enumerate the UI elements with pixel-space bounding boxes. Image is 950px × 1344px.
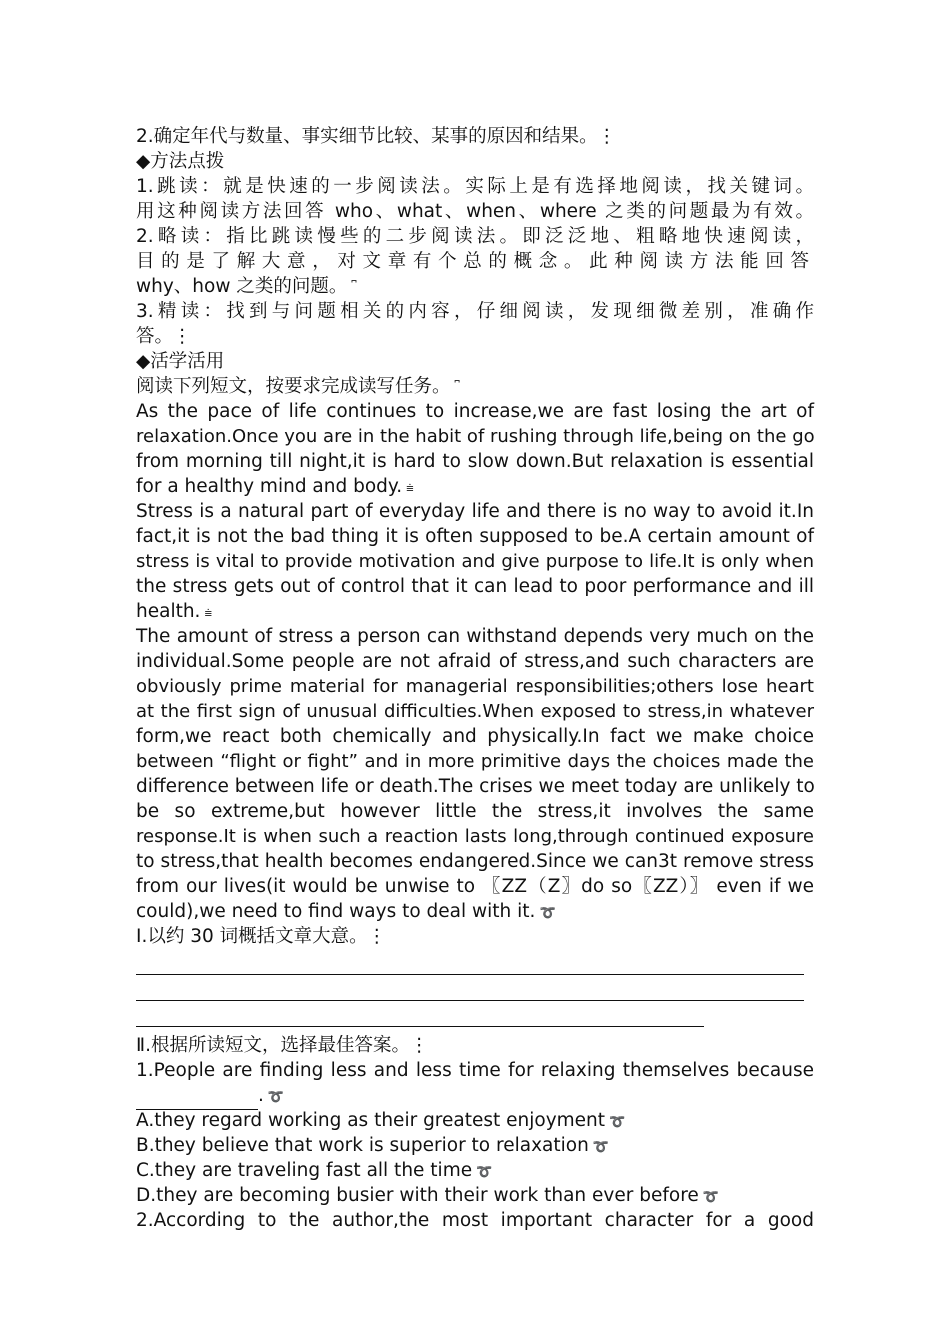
answer-option[interactable]: B.they believe that work is superior to relaxation ➰ bbox=[136, 1135, 609, 1156]
text-line: why、how 之类的问题。 ⎴ bbox=[136, 276, 357, 297]
passage-line: difference between life or death.The crises we meet today are unlikely to bbox=[136, 776, 815, 797]
text-line: 用这种阅读方法回答 who、what、when、where 之类的问题最为有效。 bbox=[136, 201, 814, 222]
curl-mark-icon: ➰ bbox=[267, 1090, 285, 1105]
question-stem: 2.According to the author,the most important character for a good bbox=[136, 1210, 814, 1231]
curl-mark-icon: ➰ bbox=[539, 906, 556, 921]
passage-line: response.It is when such a reaction lasts long,through continued exposure bbox=[136, 826, 814, 847]
passage-line: for a healthy mind and body. ⩧ bbox=[136, 476, 414, 497]
question-heading: Ⅰ.以约 30 词概括文章大意。⋮ bbox=[136, 926, 387, 947]
passage-line: to stress,that health becomes endangered.Since we can3t remove stress bbox=[136, 851, 814, 872]
text-line: 2.略读：指比跳读慢些的二步阅读法。即泛泛地、粗略地快速阅读， bbox=[136, 226, 814, 247]
bracket-mark-icon: ⎴ bbox=[351, 281, 357, 296]
text-line: 1.跳读：就是快速的一步阅读法。实际上是有选择地阅读，找关键词。 bbox=[136, 176, 814, 197]
passage-line: relaxation.Once you are in the habit of rushing through life,being on the go bbox=[136, 426, 815, 447]
passage-line: stress is vital to provide motivation and give purpose to life.It is only when bbox=[136, 551, 814, 572]
answer-option[interactable]: A.they regard working as their greatest enjoyment ➰ bbox=[136, 1110, 626, 1131]
text-line: 2.确定年代与数量、事实细节比较、某事的原因和结果。⋮ bbox=[136, 126, 617, 147]
passage-line: from morning till night,it is hard to slow down.But relaxation is essential bbox=[136, 451, 814, 472]
passage-line: from our lives(it would be unwise to 〖ZZ（Z〗do so〖ZZ）〗 even if we bbox=[136, 876, 814, 897]
passage-line: Stress is a natural part of everyday life and there is no way to avoid it.In bbox=[136, 501, 814, 522]
passage-line: obviously prime material for managerial responsibilities;others lose heart bbox=[136, 676, 814, 697]
text-line: 答。⋮ bbox=[136, 326, 192, 347]
passage-line: The amount of stress a person can withstand depends very much on the bbox=[136, 626, 814, 647]
section-heading: ◆活学活用 bbox=[136, 351, 225, 372]
document-page bbox=[136, 124, 814, 1233]
curl-mark-icon: ➰ bbox=[476, 1165, 493, 1180]
answer-line[interactable] bbox=[136, 986, 804, 1001]
curl-mark-icon: ➰ bbox=[702, 1190, 719, 1205]
text-line: 目的是了解大意，对文章有个总的概念。此种阅读方法能回答 bbox=[136, 251, 814, 272]
section-heading: ◆方法点拨 bbox=[136, 151, 225, 172]
question-heading: Ⅱ.根据所读短文，选择最佳答案。⋮ bbox=[136, 1035, 429, 1056]
passage-line: at the first sign of unusual difficulties.When exposed to stress,in whatever bbox=[136, 701, 814, 722]
passage-line: health. ⩧ bbox=[136, 601, 213, 622]
passage-line: As the pace of life continues to increase,we are fast losing the art of bbox=[136, 401, 814, 422]
answer-option[interactable]: D.they are becoming busier with their work than ever before ➰ bbox=[136, 1185, 719, 1206]
answer-line[interactable] bbox=[136, 960, 804, 975]
passage-line: be so extreme,but however little the stress,it involves the same bbox=[136, 801, 814, 822]
answer-option[interactable]: C.they are traveling fast all the time ➰ bbox=[136, 1160, 493, 1181]
equiv-mark-icon: ⩧ bbox=[204, 606, 213, 621]
text-line: 阅读下列短文，按要求完成读写任务。 ⎴ bbox=[136, 376, 460, 397]
text-line: 3.精读：找到与问题相关的内容，仔细阅读，发现细微差别，准确作 bbox=[136, 301, 814, 322]
question-stem: . ➰ bbox=[136, 1083, 814, 1108]
passage-line: fact,it is not the bad thing it is often supposed to be.A certain amount of bbox=[136, 526, 814, 547]
answer-line[interactable] bbox=[136, 1012, 704, 1027]
curl-mark-icon: ➰ bbox=[592, 1140, 609, 1155]
passage-line: between “flight or fight” and in more primitive days the choices made the bbox=[136, 751, 814, 772]
curl-mark-icon: ➰ bbox=[609, 1115, 626, 1130]
passage-line: individual.Some people are not afraid of stress,and such characters are bbox=[136, 651, 814, 672]
question-stem: 1.People are finding less and less time for relaxing themselves because bbox=[136, 1060, 814, 1081]
passage-line: could),we need to find ways to deal with it. ➰ bbox=[136, 901, 556, 922]
passage-line: form,we react both chemically and physically.In fact we make choice bbox=[136, 726, 814, 747]
bracket-mark-icon: ⎴ bbox=[454, 381, 460, 396]
passage-line: the stress gets out of control that it can lead to poor performance and ill bbox=[136, 576, 814, 597]
equiv-mark-icon: ⩧ bbox=[406, 481, 414, 496]
